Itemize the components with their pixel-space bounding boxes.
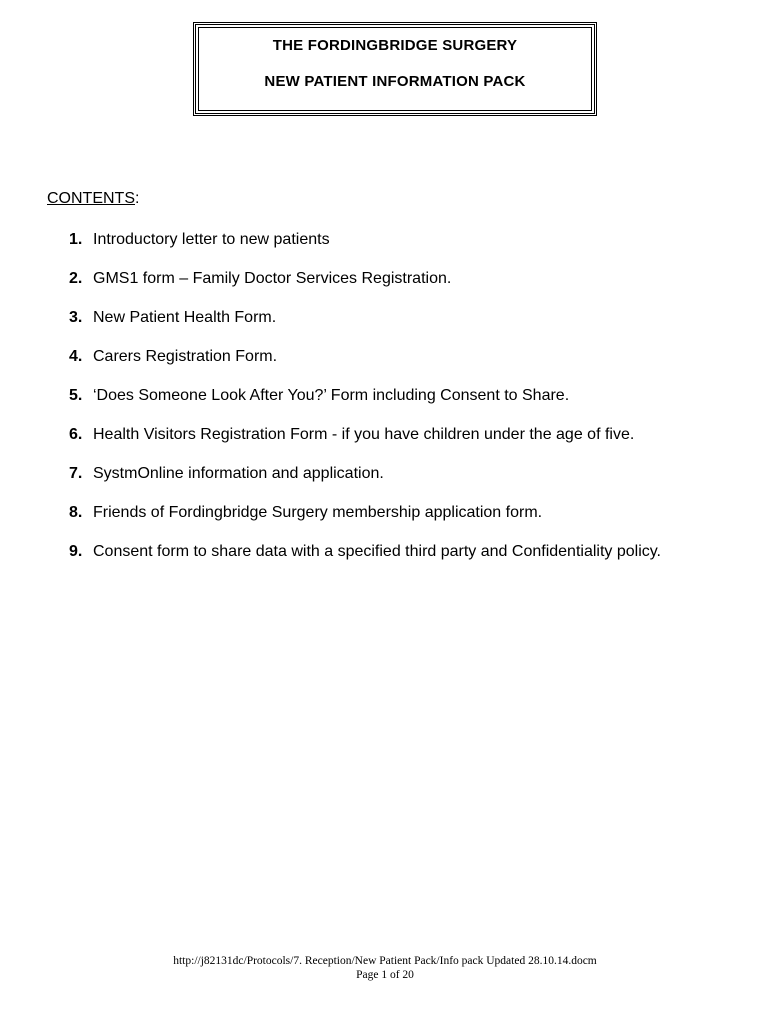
item-number: 3.	[69, 309, 83, 326]
item-text: GMS1 form – Family Doctor Services Registration.	[93, 270, 452, 287]
document-subtitle: NEW PATIENT INFORMATION PACK	[264, 73, 526, 90]
contents-item	[69, 385, 719, 406]
item-number: 2.	[69, 270, 83, 287]
contents-item	[69, 502, 719, 523]
title-box-inner	[198, 27, 592, 111]
item-number: 8.	[69, 504, 83, 521]
contents-heading	[47, 190, 139, 208]
contents-item	[69, 346, 719, 367]
item-number: 9.	[69, 543, 83, 560]
item-number: 6.	[69, 426, 83, 443]
footer-file-path: http://j82131dc/Protocols/7. Reception/New Patient Pack/Info pack Updated 28.10.14.docm	[173, 955, 597, 967]
contents-item	[69, 268, 719, 289]
contents-heading-colon: :	[135, 190, 140, 207]
title-box	[193, 22, 597, 116]
item-text: Friends of Fordingbridge Surgery membership application form.	[93, 504, 543, 521]
item-text: SystmOnline information and application.	[93, 465, 384, 482]
item-text: Consent form to share data with a specified third party and Confidentiality policy.	[93, 543, 661, 560]
item-number: 1.	[69, 231, 83, 248]
item-text: Introductory letter to new patients	[93, 231, 330, 248]
page-footer	[0, 954, 770, 982]
item-number: 7.	[69, 465, 83, 482]
item-text: Health Visitors Registration Form - if you have children under the age of five.	[93, 426, 635, 443]
footer-page-number: Page 1 of 20	[356, 969, 414, 981]
contents-item	[69, 307, 719, 328]
contents-item	[69, 541, 719, 562]
contents-item	[69, 463, 719, 484]
item-number: 4.	[69, 348, 83, 365]
item-text: New Patient Health Form.	[93, 309, 277, 326]
item-text: Carers Registration Form.	[93, 348, 278, 365]
contents-item	[69, 424, 719, 445]
document-title: THE FORDINGBRIDGE SURGERY	[272, 37, 518, 54]
item-number: 5.	[69, 387, 83, 404]
contents-heading-label: CONTENTS	[47, 190, 135, 207]
item-text: ‘Does Someone Look After You?’ Form including Consent to Share.	[93, 387, 570, 404]
contents-list	[69, 229, 719, 580]
contents-item	[69, 229, 719, 250]
